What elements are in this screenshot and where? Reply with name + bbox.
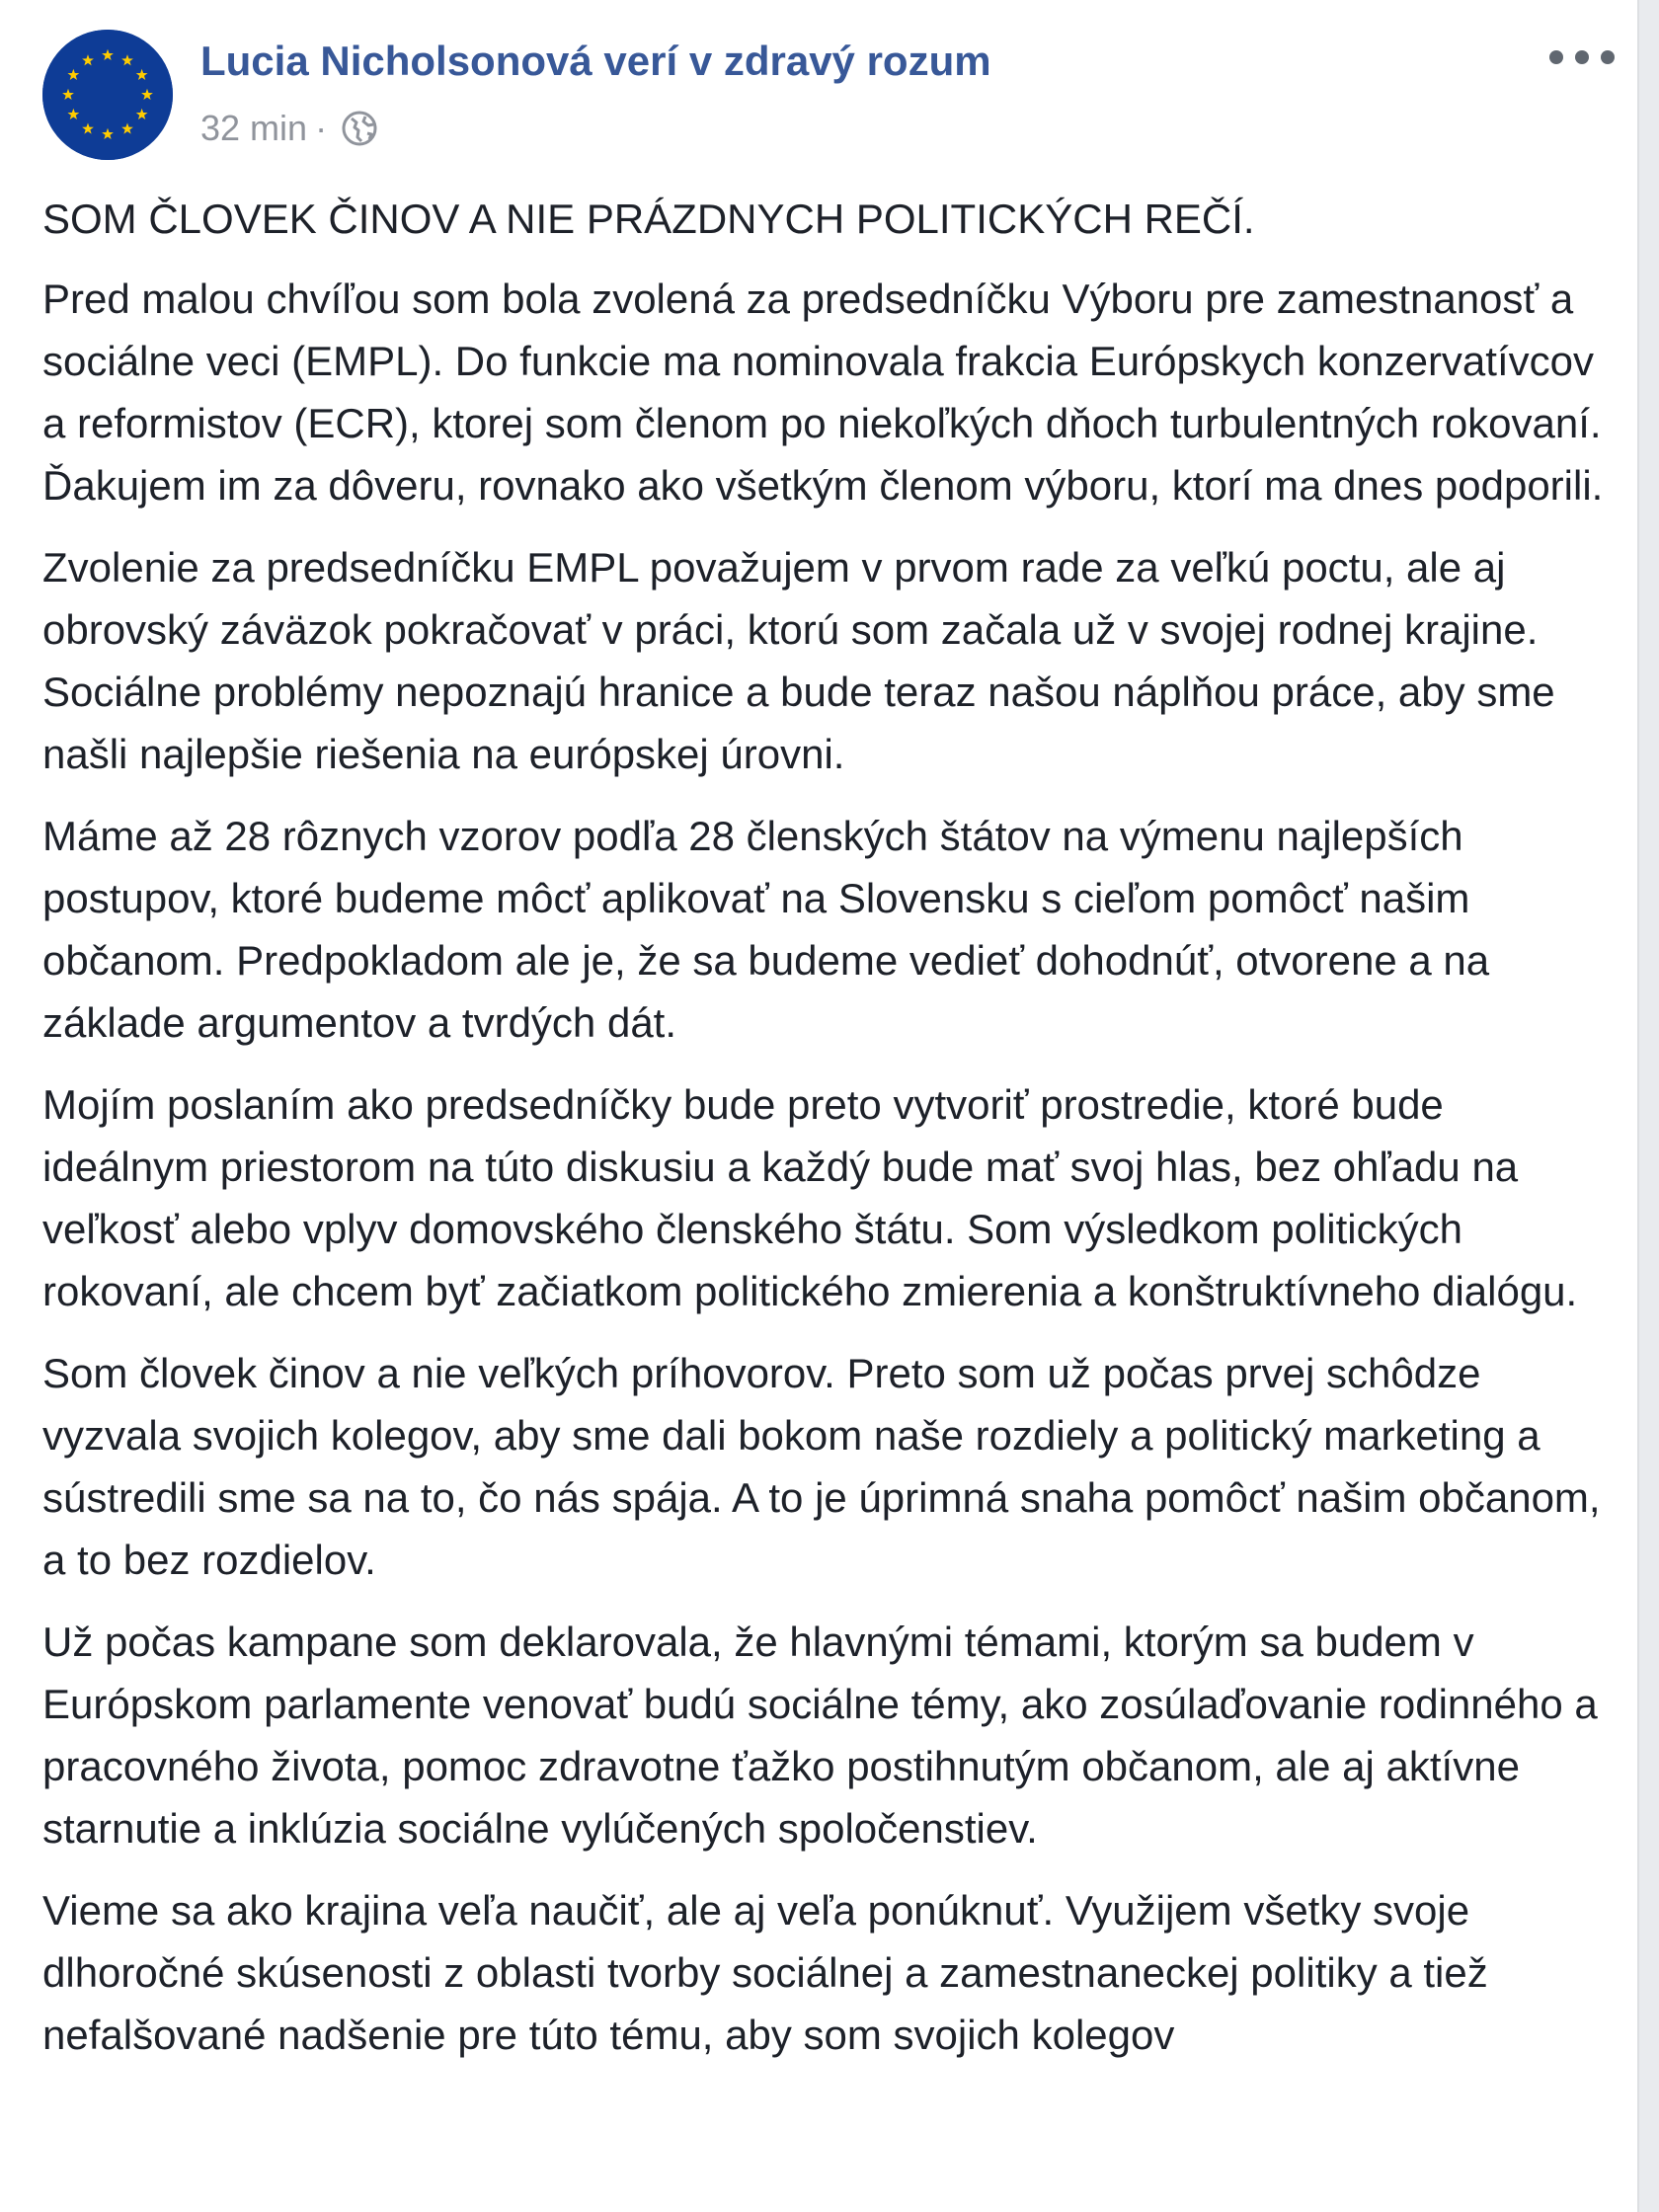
author-name[interactable]: Lucia Nicholsonová verí v zdravý rozum (200, 38, 991, 84)
post-header (42, 30, 1622, 163)
more-dot (1575, 50, 1589, 64)
more-options-icon[interactable] (1549, 38, 1615, 77)
post-paragraph: Zvolenie za predsedníčku EMPL považujem v prvom rade za veľkú poctu, ale aj obrovský záväzok pokračovať v práci, ktorú som začala už v svojej rodnej krajine. Sociálne problémy nepoznajú hranice a bude teraz našou náplňou práce, aby sme našli najlepšie riešenia na európskej úrovni. (42, 544, 1555, 777)
post-paragraph: Som človek činov a nie veľkých príhovorov. Preto som už počas prvej schôdze vyzvala svojich kolegov, aby sme dali bokom naše rozdiely a politický marketing a sústredili sme sa na to, čo nás spája. A to je úprimná snaha pomôcť našim občanom, a to bez rozdielov. (42, 1350, 1601, 1583)
post-headline: SOM ČLOVEK ČINOV A NIE PRÁZDNYCH POLITICKÝCH REČÍ. (42, 196, 1255, 242)
post-paragraph: Máme až 28 rôznych vzorov podľa 28 členských štátov na výmenu najlepších postupov, ktoré budeme môcť aplikovať na Slovensku s cieľom pomôcť našim občanom. Predpokladom ale je, že sa budeme vedieť dohodnúť, otvorene a na základe argumentov a tvrdých dát. (42, 813, 1490, 1046)
more-dot (1601, 50, 1615, 64)
post-timestamp[interactable]: 32 min (200, 108, 308, 148)
meta-separator: · (315, 108, 328, 148)
globe-icon[interactable] (339, 108, 380, 149)
post-paragraph: Už počas kampane som deklarovala, že hlavnými témami, ktorým sa budem v Európskom parlamente venovať budú sociálne témy, ako zosúlaďovanie rodinného a pracovného života, pomoc zdravotne ťažko postihnutým občanom, ale aj aktívne starnutie a inklúzia sociálne vylúčených spoločenstiev. (42, 1619, 1598, 1852)
post-body (42, 188, 1613, 2086)
post-paragraph: Pred malou chvíľou som bola zvolená za predsedníčku Výboru pre zamestnanosť a sociálne veci (EMPL). Do funkcie ma nominovala frakcia Európskych konzervatívcov a reformistov (ECR), ktorej som členom po niekoľkých dňoch turbulentných rokovaní. Ďakujem im za dôveru, rovnako ako všetkým členom výboru, ktorí ma dnes podporili. (42, 276, 1604, 509)
more-dot (1549, 50, 1563, 64)
post-meta (200, 104, 380, 153)
eu-flag-icon (42, 30, 173, 160)
avatar[interactable] (42, 30, 173, 160)
post-paragraph: Mojím poslaním ako predsedníčky bude preto vytvoriť prostredie, ktoré bude ideálnym priestorom na túto diskusiu a každý bude mať svoj hlas, bez ohľadu na veľkosť alebo vplyv domovského členského štátu. Som výsledkom politických rokovaní, ale chcem byť začiatkom politického zmierenia a konštruktívneho dialógu. (42, 1081, 1578, 1314)
post-paragraph: Vieme sa ako krajina veľa naučiť, ale aj veľa ponúknuť. Využijem všetky svoje dlhoročné skúsenosti z oblasti tvorby sociálnej a zamestnaneckej politiky a tiež nefalšované nadšenie pre túto tému, aby som svojich kolegov (42, 1887, 1488, 2058)
